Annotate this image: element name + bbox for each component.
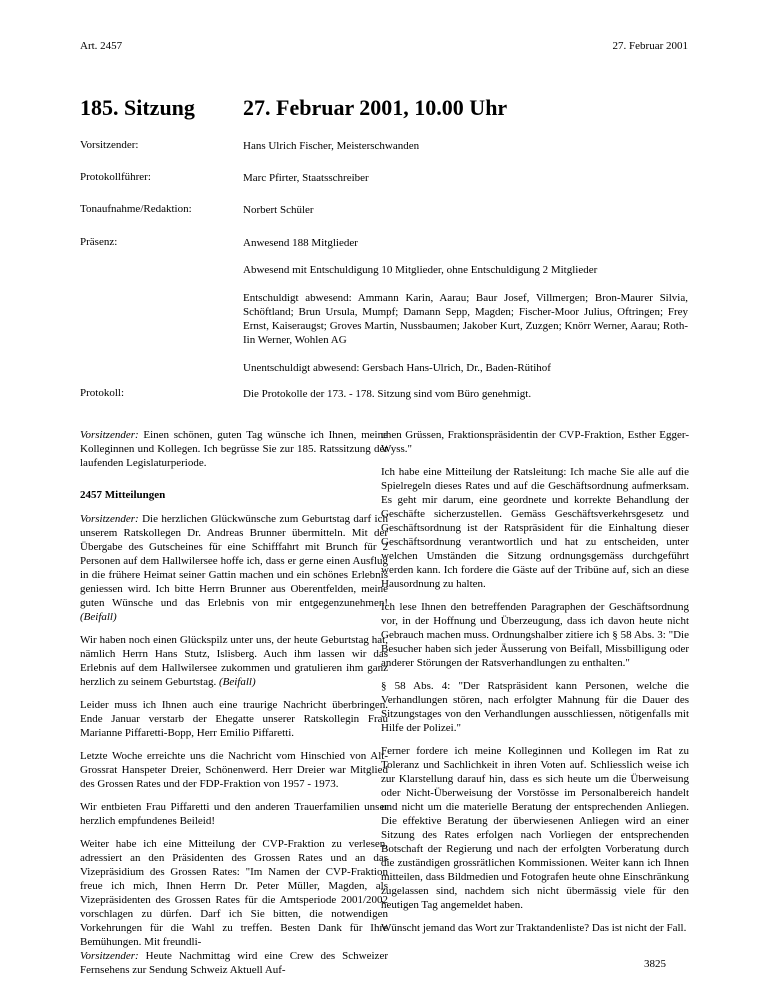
paragraph: Weiter habe ich eine Mitteilung der CVP-Fraktion zu verlesen, adressiert an den Präsidenten des Grossen Rates und an das Vizepräsidium des Grossen Rates: "Im Namen der CVP-Fraktion freue ich mich, Ihnen Herrn Dr. Peter Müller, Magden, als Vizepräsidenten des Grossen Rates für die Amtsperiode 2001/2002 vorschlagen zu dürfen. Darf ich Sie bitten, die notwendigen Vorkehrungen für die Wahl zu treffen. Besten Dank für Ihre Bemühungen. Mit freundli- Vorsitzender: Heute Nachmittag wird eine Crew des Schweizer Fernsehens zur Sendung Schweiz Aktuell Auf- xyxy=(80,838,388,976)
presence-value: Anwesend 188 Mitglieder xyxy=(243,237,358,249)
minutes-value: Die Protokolle der 173. - 178. Sitzung sind vom Büro genehmigt. xyxy=(243,388,532,400)
paragraph: Letzte Woche erreichte uns die Nachricht vom Hinschied von Alt-Grossrat Hanspeter Dreier, Schönenwerd. Herr Dreier war Mitglied des Grossen Rates und der FDP-Fraktion von 1957 - 1973. xyxy=(80,750,388,790)
absent-summary: Abwesend mit Entschuldigung 10 Mitglieder, ohne Entschuldigung 2 Mitglieder xyxy=(243,264,598,276)
applause-note: (Beifall) xyxy=(80,611,117,623)
speaker-label: Vorsitzender: xyxy=(80,513,139,525)
opening-paragraph: Vorsitzender: Einen schönen, guten Tag wünsche ich Ihnen, meine Kolleginnen und Kollegen. Ich begrüsse Sie zur 185. Ratssitzung der laufenden Legislaturperiode. xyxy=(80,429,388,469)
paragraph: Leider muss ich Ihnen auch eine traurige Nachricht überbringen. Ende Januar verstarb der Ehegatte unserer Ratskollegin Frau Marianne Piffaretti-Bopp, Herr Emilio Piffaretti. xyxy=(80,699,388,739)
recorder-label: Protokollführer: xyxy=(80,171,151,183)
header-article: Art. 2457 xyxy=(80,40,123,52)
minutes-label: Protokoll: xyxy=(80,387,125,399)
paragraph: Wir haben noch einen Glückspilz unter uns, der heute Geburtstag hat, nämlich Herrn Hans Stutz, Islisberg. Auch ihm lassen wir das Erlebnis auf dem Hallwilersee zukommen und gratulieren ihm ganz herzlich zu seinem Geburtstag. (Beifall) xyxy=(80,634,388,688)
session-date-time: 27. Februar 2001, 10.00 Uhr xyxy=(243,95,508,120)
speaker-label: Vorsitzender: xyxy=(80,950,139,962)
paragraph: Wünscht jemand das Wort zur Traktandenliste? Das ist nicht der Fall. xyxy=(381,922,687,934)
excused-list: Entschuldigt abwesend: Ammann Karin, Aarau; Baur Josef, Villmergen; Bron-Maurer Silvia, Schöftland; Brun Ursula, Mumpf; Damann Sepp, Magden; Fischer-Moor Julius, Oftringen; Frey Ernst, Kaiseraugst; Groves Martin, Nussbaumen; Jakober Kurt, Zuzgen; Knörr Werner, Aarau; Roth-Iin Werner, Wohlen AG xyxy=(243,292,688,346)
unexcused-list: Unentschuldigt abwesend: Gersbach Hans-Ulrich, Dr., Baden-Rütihof xyxy=(243,362,551,374)
speaker-label: Vorsitzender: xyxy=(80,429,139,441)
header-date: 27. Februar 2001 xyxy=(612,40,688,52)
session-title: 185. Sitzung xyxy=(80,95,195,120)
paragraph: Vorsitzender: Die herzlichen Glückwünsche zum Geburtstag darf ich unserem Ratskollegen Dr. Andreas Brunner übermitteln. Mit der Übergabe des Gutscheines für eine Schifffahrt mit Brunch für 2 Personen auf dem Hallwilersee hoffe ich, dass er gerne einen Ausflug in die frühere Heimat seiner Gattin machen und ein schönes Erlebnis geniessen wird. Ich bitte Herrn Brunner aus Oberentfelden, meine guten Wünsche und das Erlebnis von mir entgegenzunehmen! (Beifall) xyxy=(80,513,388,623)
applause-note: (Beifall) xyxy=(218,676,256,688)
audio-value: Norbert Schüler xyxy=(243,204,314,216)
section-heading: 2457 Mitteilungen xyxy=(80,489,166,501)
paragraph: Wir entbieten Frau Piffaretti und den anderen Trauerfamilien unser herzlich empfundenes Beileid! xyxy=(80,801,388,827)
left-column xyxy=(80,428,388,986)
paragraph: Ich lese Ihnen den betreffenden Paragraphen der Geschäftsordnung vor, in der Hoffnung und Überzeugung, dass ich davon heute nicht Gebrauch machen muss. Ordnungshalber zitiere ich § 58 Abs. 3: "Die Besucher haben sich jeder Äusserung von Beifall, Missbilligung oder anderer Störungen der Ratsverhandlungen zu enthalten." xyxy=(381,601,689,669)
chair-label: Vorsitzender: xyxy=(80,139,139,151)
paragraph: Ferner fordere ich meine Kolleginnen und Kollegen im Rat zu Toleranz und Sachlichkeit in ihren Voten auf. Schliesslich weise ich zur Klarstellung darauf hin, dass es sich heute um die Überweisung oder Nicht-Überweisung der Vorstösse im Personalbereich handelt und nicht um die materielle Beratung der entsprechenden Anliegen. Die effektive Beratung der überwiesenen Anliegen wird an einer Sitzung des Rates erfolgen nach Vorliegen der entsprechenden Botschaft der Regierung und nach der erfolgten Vorberatung durch die zuständigen grossrätlichen Kommissionen. Weiter kann ich Ihnen mitteilen, dass Bildmedien und Fotografen heute ohne Einschränkung zugelassen sind, nachdem sich nicht übermässig viele für den heutigen Tag angemeldet haben. xyxy=(381,745,689,911)
paragraph: chen Grüssen, Fraktionspräsidentin der CVP-Fraktion, Esther Egger-Wyss." xyxy=(381,429,689,455)
recorder-value: Marc Pfirter, Staatsschreiber xyxy=(243,172,369,184)
chair-value: Hans Ulrich Fischer, Meisterschwanden xyxy=(243,140,420,152)
paragraph: § 58 Abs. 4: "Der Ratspräsident kann Personen, welche die Verhandlungen stören, nach erfolgter Mahnung für die Dauer des Sitzungstages von den Verhandlungen ausschliessen, nötigenfalls mit Hilfe der Polizei." xyxy=(381,680,689,734)
presence-label: Präsenz: xyxy=(80,236,118,248)
paragraph: Ich habe eine Mitteilung der Ratsleitung: Ich mache Sie alle auf die Spielregeln dieses Rates und auf die Geschäftsordnung aufmerksam. Es geht mir darum, eine geordnete und korrekte Behandlung der Geschäfte sicherzustellen. Gemäss Geschäftsverkehrsgesetz und Geschäftsordnung ist der Ratspräsident für die Einhaltung dieser Geschäftsordnung verantwortlich und hat zu entscheiden, unter welchen Umständen die Sitzung ordnungsgemäss durchgeführt werden kann. Ich fordere die Gäste auf der Tribüne auf, sich an diese Hausordnung zu halten. xyxy=(381,466,689,590)
right-column xyxy=(381,428,689,944)
audio-label: Tonaufnahme/Redaktion: xyxy=(80,203,192,215)
page-number: 3825 xyxy=(644,958,666,970)
